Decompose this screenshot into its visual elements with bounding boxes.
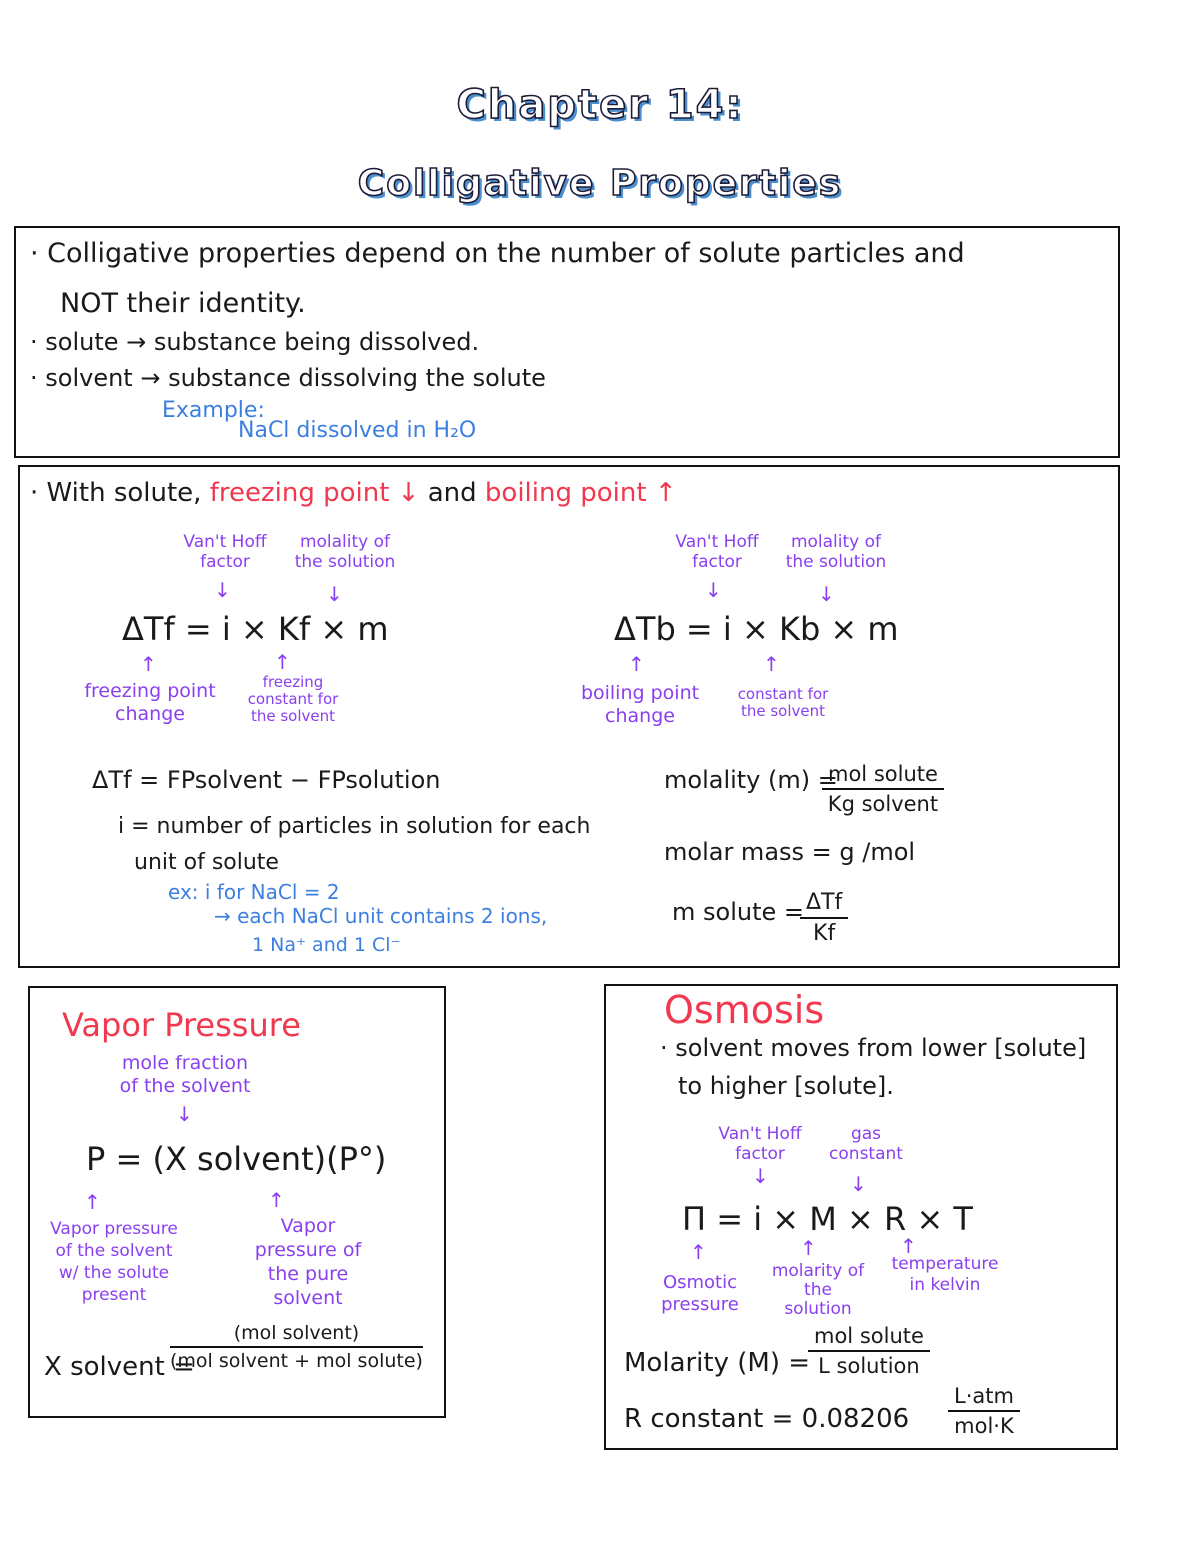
arrow-down-icon: ↓ <box>326 582 343 606</box>
fp-constant-label: freezing constant for the solvent <box>247 673 339 725</box>
temperature-label: temperature in kelvin <box>891 1254 999 1295</box>
arrow-up-icon: ↑ <box>268 1188 285 1212</box>
delta-tf-definition: ΔTf = FPsolvent − FPsolution <box>92 766 441 794</box>
molality-fraction <box>822 762 944 816</box>
bp-vant-hoff-label: Van't Hoff factor <box>675 532 759 572</box>
arrow-down-icon: ↓ <box>818 582 835 606</box>
arrow-down-icon: ↓ <box>850 1172 867 1196</box>
arrow-up-icon: ↑ <box>84 1190 101 1214</box>
osmosis-formula: Π = i × M × R × T <box>682 1200 973 1238</box>
arrow-up-icon: ↑ <box>900 1234 917 1258</box>
molality-denominator: Kg solvent <box>827 792 939 816</box>
osmosis-vant-hoff-label: Van't Hoff factor <box>718 1124 802 1164</box>
chapter-subtitle: Colligative Properties <box>357 163 843 204</box>
i-definition-2: unit of solute <box>134 850 279 875</box>
fp-bp-lead: · With solute, freezing point ↓ and boiling point ↑ <box>30 478 677 508</box>
molarity-lhs: Molarity (M) = <box>624 1348 811 1378</box>
example-1: ex: i for NaCl = 2 <box>168 880 340 904</box>
x-solvent-numerator: (mol solvent) <box>170 1322 423 1348</box>
arrow-up-icon: ↑ <box>763 652 780 676</box>
molarity-label: molarity of the solution <box>771 1261 865 1319</box>
msolute-fraction <box>800 890 848 946</box>
vp-pure-label: Vapor pressure of the pure solvent <box>254 1215 362 1309</box>
molality-numerator: mol solute <box>822 762 944 790</box>
x-solvent-lhs: X solvent = <box>44 1352 195 1382</box>
arrow-up-icon: ↑ <box>690 1240 707 1264</box>
fp-formula: ΔTf = i × Kf × m <box>122 610 389 648</box>
osmosis-heading: Osmosis <box>664 988 825 1032</box>
chapter-title: Chapter 14: <box>456 82 744 128</box>
osmosis-line-2: to higher [solute]. <box>678 1072 894 1100</box>
intro-line-4: · solvent → substance dissolving the solute <box>30 364 546 392</box>
boiling-point-note: boiling point ↑ <box>484 478 677 508</box>
intro-line-1: · Colligative properties depend on the number of solute particles and <box>30 238 965 269</box>
i-definition-1: i = number of particles in solution for each <box>118 814 591 839</box>
r-constant-fraction <box>948 1384 1020 1438</box>
arrow-down-icon: ↓ <box>752 1164 769 1188</box>
vapor-formula: P = (X solvent)(P°) <box>86 1140 387 1178</box>
example-label: Example: <box>162 398 265 423</box>
molar-mass: molar mass = g /mol <box>664 838 916 866</box>
r-constant-numerator: L·atm <box>948 1384 1020 1412</box>
gas-constant-label: gas constant <box>829 1124 903 1164</box>
example-3: 1 Na⁺ and 1 Cl⁻ <box>252 934 401 956</box>
bp-constant-label: constant for the solvent <box>737 685 829 720</box>
osmotic-pressure-label: Osmotic pressure <box>661 1272 739 1315</box>
r-constant-denominator: mol·K <box>954 1414 1014 1438</box>
x-solvent-denominator: (mol solvent + mol solute) <box>170 1350 423 1372</box>
vapor-heading: Vapor Pressure <box>62 1006 301 1044</box>
msolute-denominator: Kf <box>813 921 836 946</box>
arrow-down-icon: ↓ <box>705 578 722 602</box>
mole-fraction-label: mole fraction of the solvent <box>119 1052 251 1097</box>
intro-line-3: · solute → substance being dissolved. <box>30 328 480 356</box>
bp-change-label: boiling point change <box>580 682 700 727</box>
freezing-point-note: freezing point ↓ <box>209 478 420 508</box>
fp-molality-label: molality of the solution <box>294 532 396 572</box>
example-2: → each NaCl unit contains 2 ions, <box>214 904 548 928</box>
bp-molality-label: molality of the solution <box>785 532 887 572</box>
molality-lhs: molality (m) = <box>664 766 838 794</box>
vp-solution-label: Vapor pressure of the solvent w/ the solute present <box>50 1219 178 1305</box>
molarity-fraction <box>808 1324 930 1378</box>
arrow-up-icon: ↑ <box>274 650 291 674</box>
x-solvent-fraction <box>170 1322 423 1372</box>
arrow-up-icon: ↑ <box>140 652 157 676</box>
msolute-numerator: ΔTf <box>800 890 848 919</box>
r-constant-lhs: R constant = 0.08206 <box>624 1404 910 1434</box>
fp-change-label: freezing point change <box>84 680 216 725</box>
osmosis-line-1: · solvent moves from lower [solute] <box>660 1034 1087 1062</box>
fp-vant-hoff-label: Van't Hoff factor <box>183 532 267 572</box>
molarity-denominator: L solution <box>818 1354 920 1378</box>
msolute-lhs: m solute = <box>672 898 804 926</box>
arrow-down-icon: ↓ <box>176 1102 193 1126</box>
arrow-down-icon: ↓ <box>214 578 231 602</box>
molarity-numerator: mol solute <box>808 1324 930 1352</box>
arrow-up-icon: ↑ <box>628 652 645 676</box>
bp-formula: ΔTb = i × Kb × m <box>614 610 899 648</box>
arrow-up-icon: ↑ <box>800 1236 817 1260</box>
example-text: NaCl dissolved in H₂O <box>238 418 477 443</box>
intro-line-2: NOT their identity. <box>60 288 306 319</box>
